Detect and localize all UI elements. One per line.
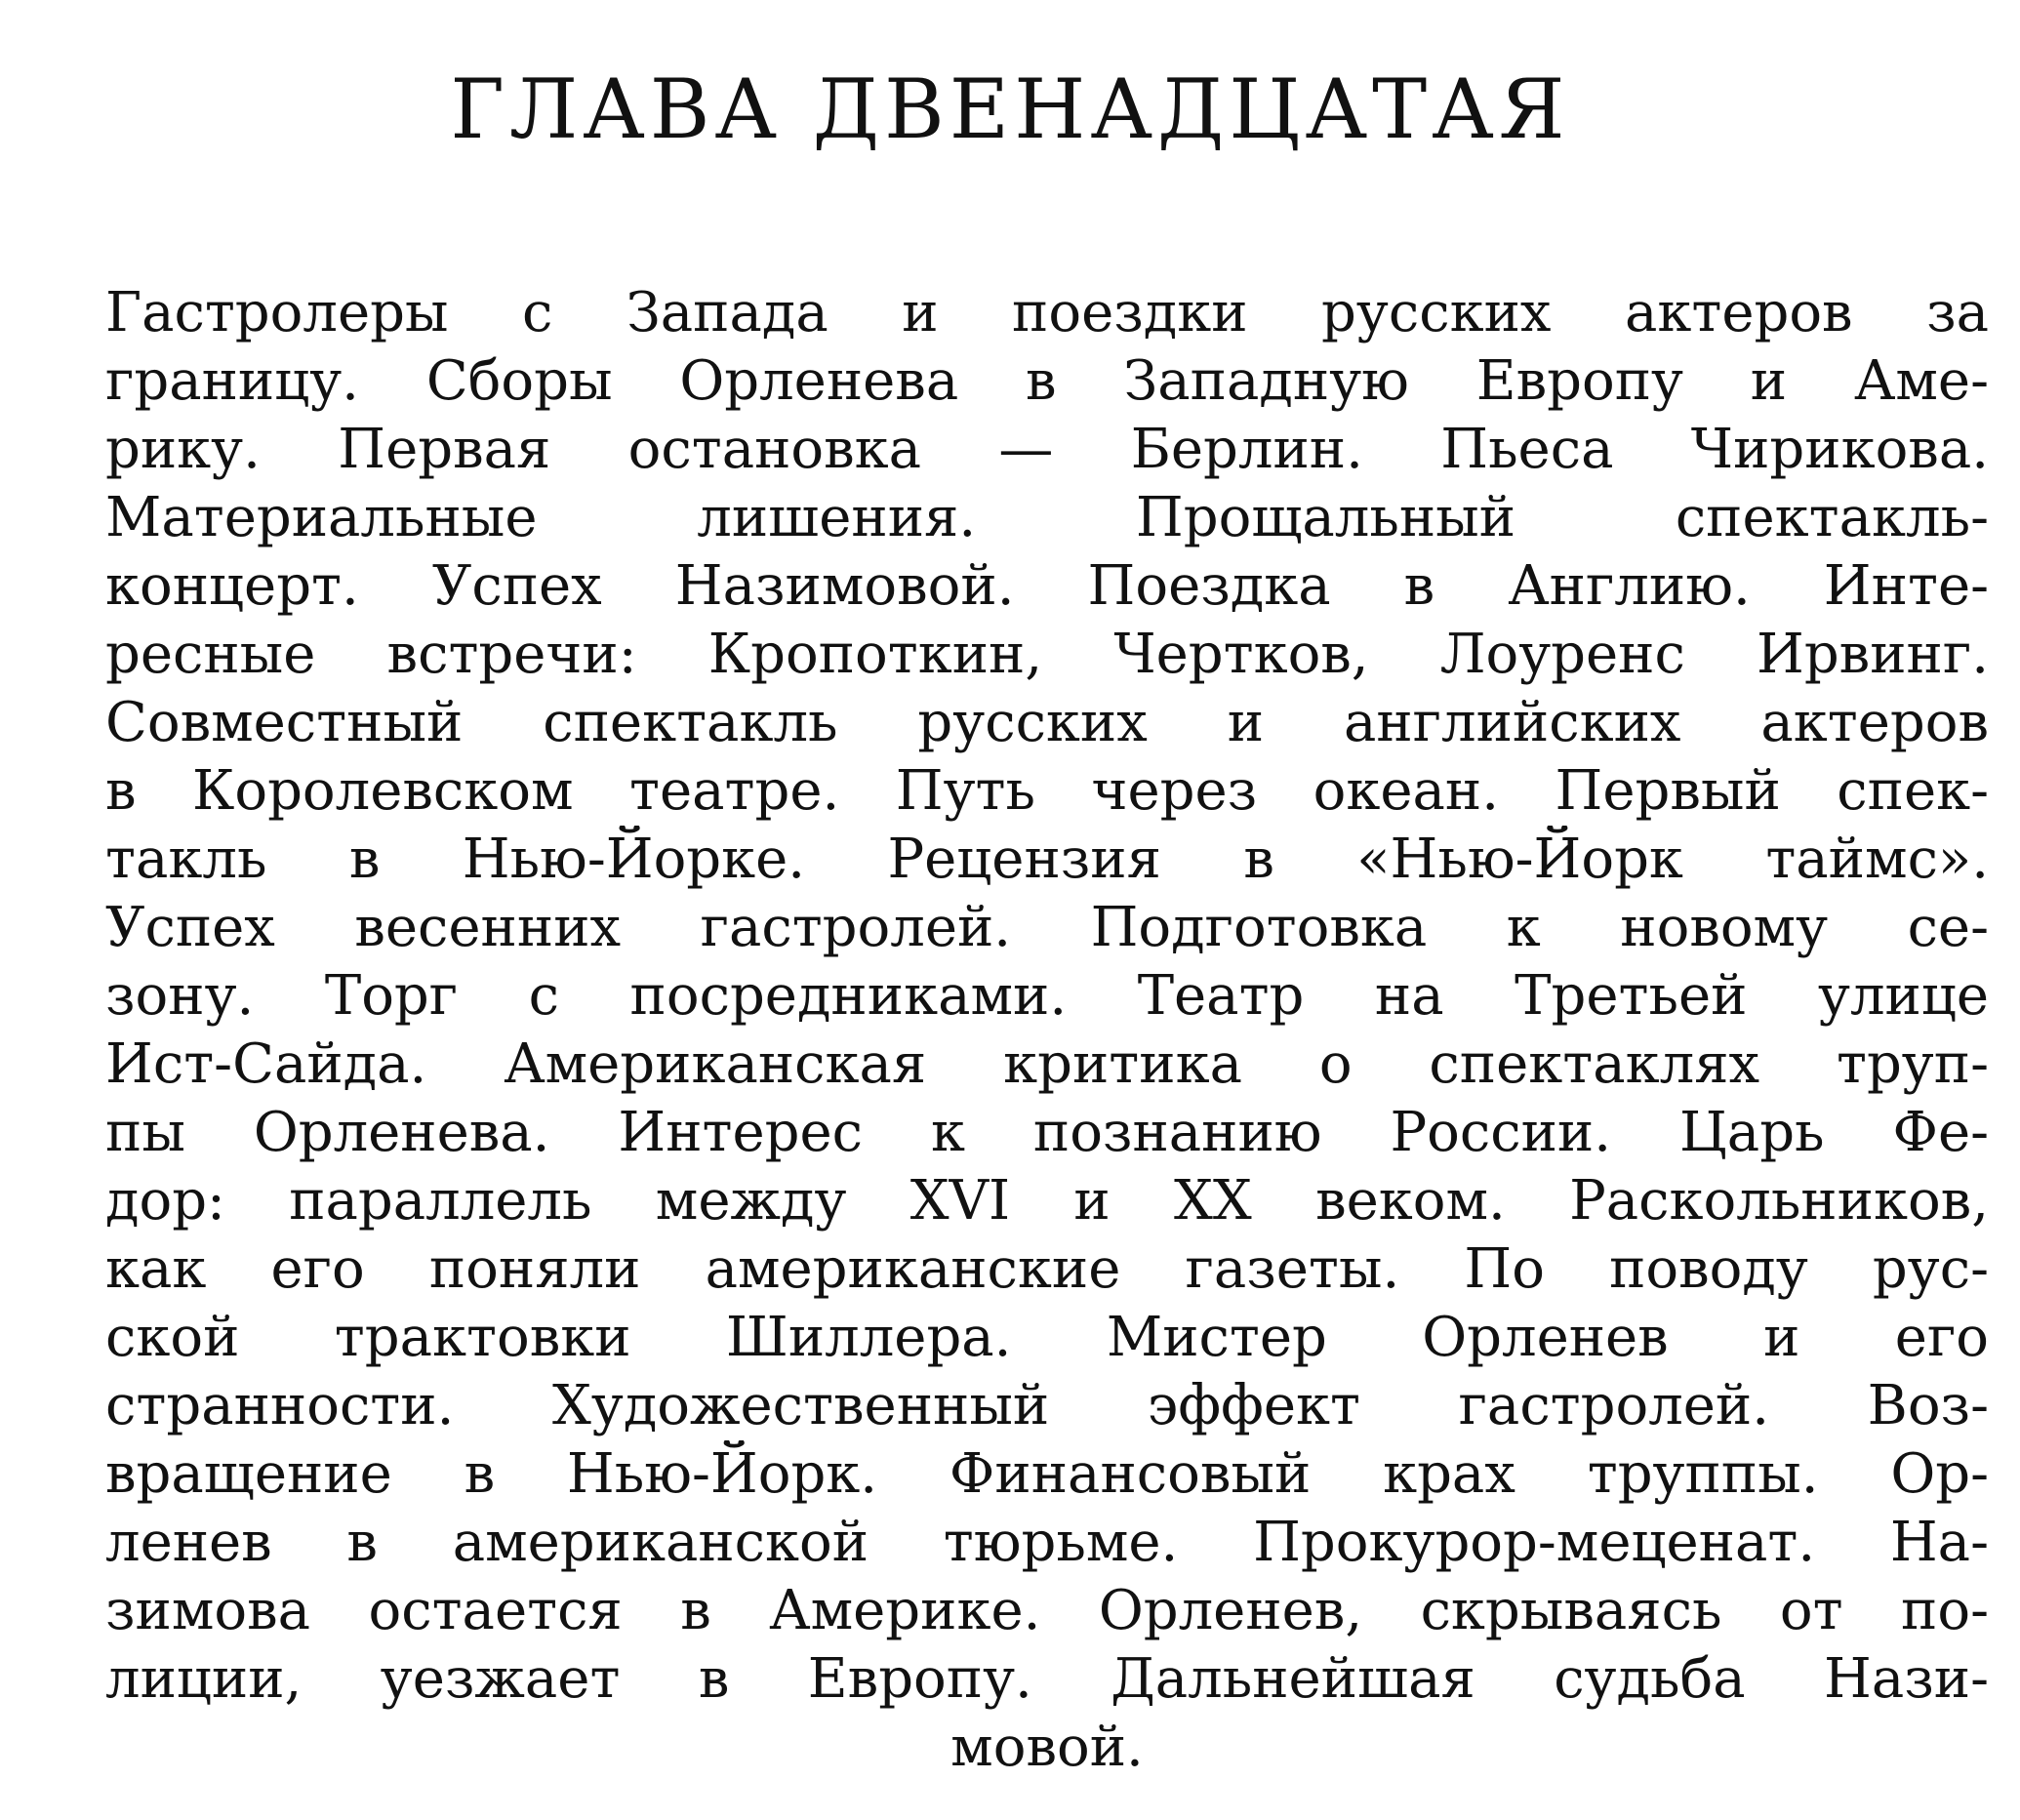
summary-line: лиции, уезжает в Европу. Дальнейшая судьба Нази- — [105, 1647, 1989, 1711]
summary-line: концерт. Успех Назимовой. Поездка в Англию. Инте- — [105, 554, 1989, 618]
summary-line: Успех весенних гастролей. Подготовка к новому се- — [105, 896, 1989, 959]
summary-line: ресные встречи: Кропоткин, Чертков, Лоуренс Ирвинг. — [105, 623, 1989, 686]
summary-line: вращение в Нью-Йорк. Финансовый крах труппы. Ор- — [105, 1442, 1989, 1506]
summary-line: пы Орленева. Интерес к познанию России. Царь Фе- — [105, 1101, 1989, 1164]
summary-line: зимова остается в Америке. Орленев, скрываясь от по- — [105, 1579, 1989, 1642]
summary-line: Материальные лишения. Прощальный спектакль- — [105, 486, 1989, 549]
chapter-title: ГЛАВА ДВЕНАДЦАТАЯ — [450, 61, 1570, 157]
summary-line: в Королевском театре. Путь через океан. Первый спек- — [105, 759, 1989, 823]
summary-line: как его поняли американские газеты. По поводу рус- — [105, 1237, 1989, 1301]
summary-line: Ист-Сайда. Американская критика о спектаклях труп- — [105, 1032, 1989, 1096]
summary-line: ленев в американской тюрьме. Прокурор-меценат. На- — [105, 1511, 1989, 1574]
summary-line-final: мовой. — [950, 1716, 1144, 1779]
summary-line: дор: параллель между XVI и XX веком. Раскольников, — [105, 1169, 1989, 1233]
chapter-summary — [105, 279, 1989, 1782]
summary-line: ской трактовки Шиллера. Мистер Орленев и его — [105, 1306, 1989, 1369]
summary-line: Совместный спектакль русских и английских актеров — [105, 691, 1989, 754]
summary-line: зону. Торг с посредниками. Театр на Третьей улице — [105, 964, 1989, 1028]
summary-line: такль в Нью-Йорке. Рецензия в «Нью-Йорк таймс». — [105, 828, 1989, 891]
summary-line: границу. Сборы Орленева в Западную Европу и Аме- — [105, 349, 1989, 413]
summary-line: Гастролеры с Запада и поездки русских актеров за — [105, 281, 1989, 344]
summary-line: странности. Художественный эффект гастролей. Воз- — [105, 1374, 1989, 1437]
summary-line: рику. Первая остановка — Берлин. Пьеса Чирикова. — [105, 418, 1989, 481]
